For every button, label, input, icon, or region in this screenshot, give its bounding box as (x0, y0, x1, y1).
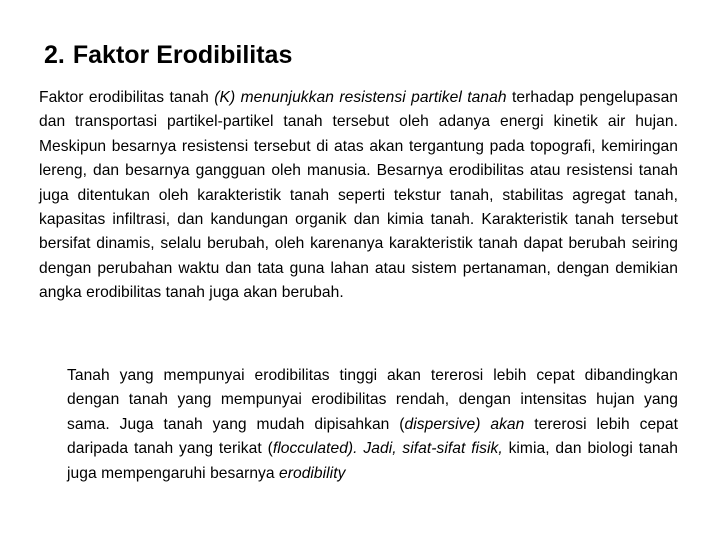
paragraph-1-segment: Faktor erodibilitas tanah (39, 89, 215, 106)
paragraph-2 (67, 364, 678, 486)
paragraph-2-segment: Tanah yang mempunyai erodibilitas tinggi akan tererosi lebih cepat dibandingkan dengan tanah yang mempunyai erodibilitas rendah, dengan intensitas hujan yang sama. Juga tanah yang mudah dipisahkan ( (67, 367, 678, 433)
title-text: Faktor Erodibilitas (72, 41, 293, 69)
paragraph-2-italic-segment: dispersive) akan (404, 415, 525, 433)
title-number: 2. (44, 41, 65, 69)
paragraph-1-italic-segment: (K) menunjukkan resistensi partikel tanah (214, 89, 507, 106)
paragraph-2-segment: kimia, dan biologi tanah juga mempengaruhi besarnya (67, 440, 678, 482)
paragraph-2-segment: tererosi lebih cepat daripada tanah yang terikat ( (67, 415, 679, 458)
paragraph-2-italic-segment: erodibility (279, 464, 346, 482)
slide-title (44, 36, 292, 74)
paragraph-1-segment: terhadap pengelupasan dan transportasi partikel-partikel tanah tersebut oleh adanya energi kinetik air hujan. Meskipun besarnya resistensi tersebut di atas akan tergantung pada topografi, kemiringan lereng, dan besarnya gangguan oleh manusia. Besarnya erodibilitas atau resistensi tanah juga ditentukan oleh karakteristik tanah seperti tekstur tanah, stabilitas agregat tanah, kapasitas infiltrasi, dan kandungan organik dan kimia tanah. Karakteristik tanah tersebut bersifat dinamis, selalu berubah, oleh karenanya karakteristik tanah dapat berubah seiring dengan perubahan waktu dan tata guna lahan atau sistem pertanaman, dengan demikian angka erodibilitas tanah juga akan berubah. (39, 89, 679, 302)
paragraph-2-italic-segment: flocculated). Jadi, sifat-sifat fisik, (272, 440, 503, 458)
paragraph-1 (39, 86, 678, 306)
